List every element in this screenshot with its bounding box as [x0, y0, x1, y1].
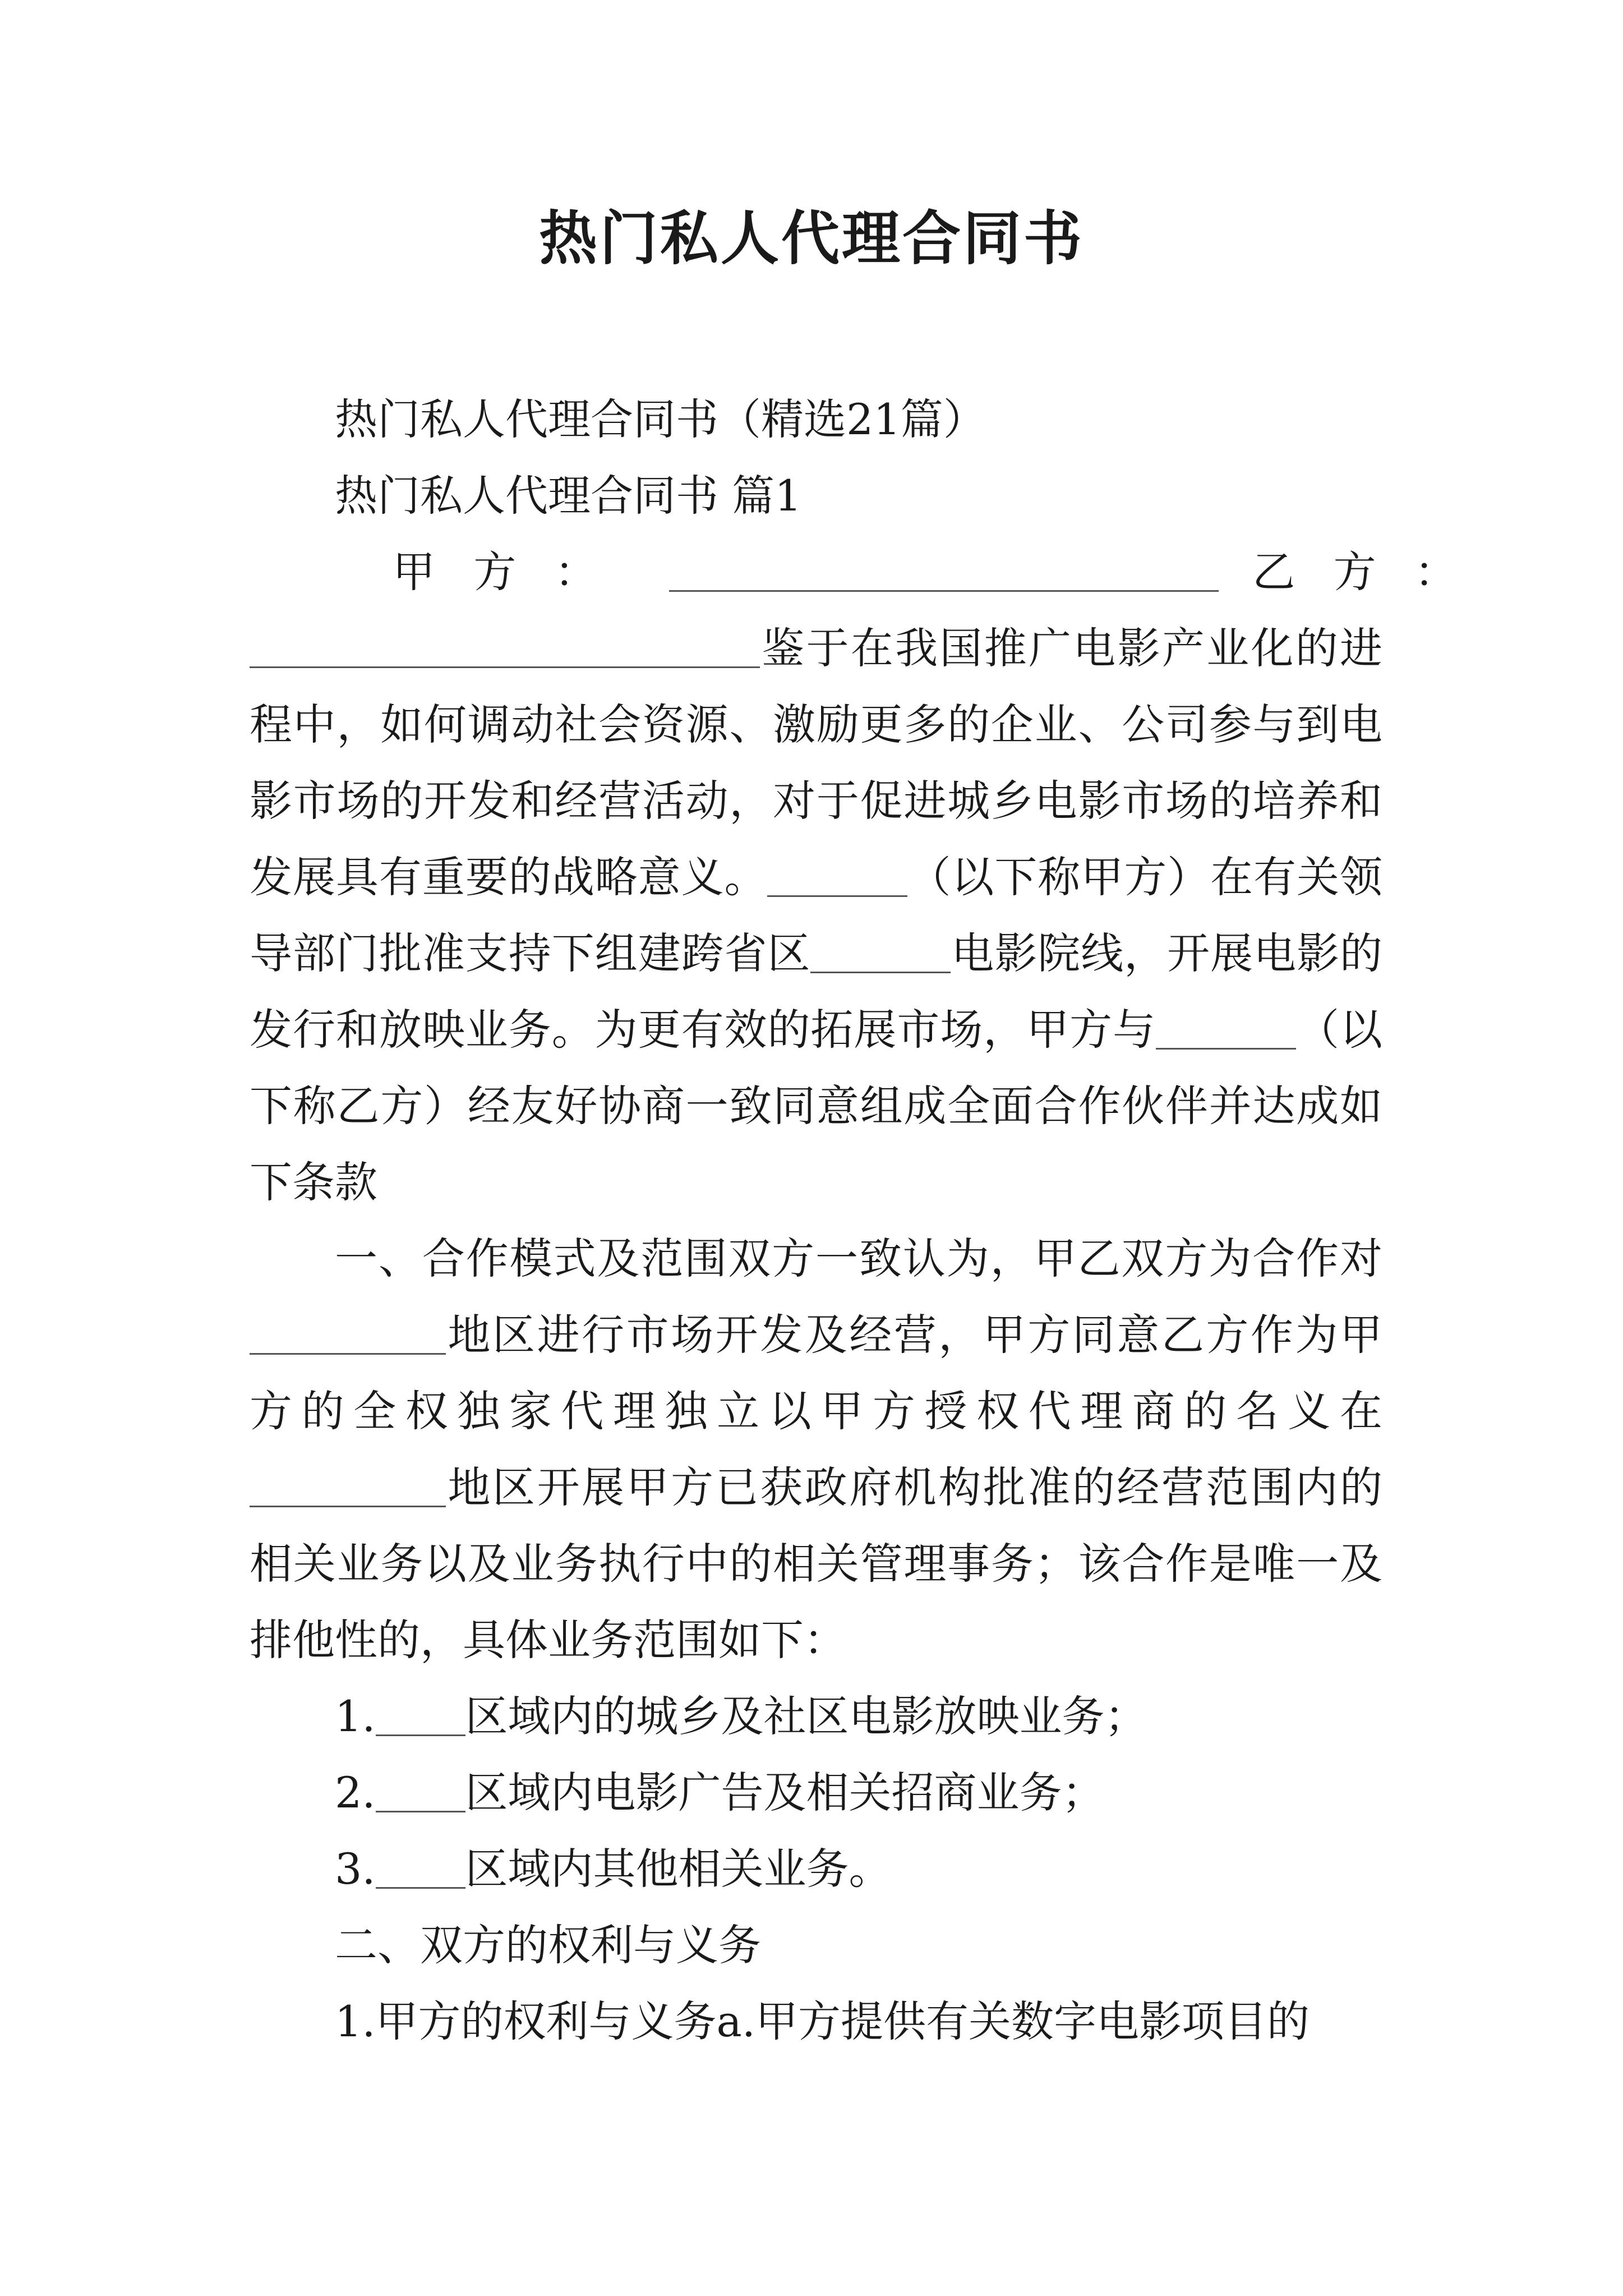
list-item-3-blank [376, 1844, 465, 1889]
party-a-label: 甲方： [393, 547, 636, 597]
list-item-1-blank [376, 1692, 465, 1736]
section-one-text-a: 一、合作模式及范围双方一致认为，甲乙双方为合作对 [335, 1234, 1382, 1283]
parties-line [250, 534, 1496, 610]
section-one-paragraph [250, 1221, 1382, 1678]
paragraph-intro [250, 610, 1382, 1221]
list-item-3 [250, 1831, 1382, 1907]
intro-text-d: （以下称乙方）经友好协商一致同意组成全面合作伙伴并达成如下条款 [250, 1005, 1383, 1207]
intro-blank-1 [767, 853, 907, 897]
intro-blank-2 [810, 929, 951, 973]
list-item-2-text: 区域内电影广告及相关招商业务； [465, 1768, 1105, 1818]
section-one-blank-1 [250, 1310, 446, 1355]
party-b-blank [250, 624, 760, 668]
party-a-blank [669, 547, 1219, 592]
party-b-label: 乙方： [1252, 547, 1496, 597]
intro-text-b: （以下称甲方）在有关领导部门批准支持下组建跨省区 [250, 852, 1383, 978]
intro-text-a: 鉴于在我国推广电影产业化的进程中，如何调动社会资源、激励更多的企业、公司参与到电影市场的开发和经营活动，对于促进城乡电影市场的培养和发展具有重要的战略意义。 [250, 623, 1382, 902]
intro-text-c: 电影院线，开展电影的发行和放映业务。为更有效的拓展市场，甲方与 [250, 928, 1383, 1055]
list-item-3-text: 区域内其他相关业务。 [465, 1844, 892, 1894]
list-item-2-number: 2. [335, 1768, 376, 1818]
list-item-1-text: 区域内的城乡及社区电影放映业务； [465, 1691, 1147, 1741]
list-item-3-number: 3. [335, 1844, 376, 1894]
section-two-paragraph: 1.甲方的权利与义务a.甲方提供有关数字电影项目的 [335, 1996, 1310, 2046]
document-body [250, 381, 1496, 2060]
section-one-text-b: 地区进行市场开发及经营，甲方同意乙方作为甲方的全权独家代理独立以甲方授权代理商的名义在 [250, 1310, 1382, 1436]
document-title: 热门私人代理合同书 [538, 204, 1084, 273]
intro-blank-3 [1156, 1005, 1296, 1050]
list-item-1-number: 1. [335, 1691, 376, 1741]
list-item-1 [250, 1678, 1382, 1755]
document-subtitle: 热门私人代理合同书（精选21篇） [335, 394, 986, 444]
section-two-heading: 二、双方的权利与义务 [335, 1920, 761, 1970]
section-heading: 热门私人代理合同书 篇1 [335, 471, 802, 521]
list-item-2 [250, 1755, 1382, 1831]
section-one-text-c: 地区开展甲方已获政府机构批准的经营范围内的相关业务以及业务执行中的相关管理事务；该合作是唯一及排他性的，具体业务范围如下： [250, 1462, 1382, 1665]
section-one-blank-2 [250, 1463, 446, 1507]
list-item-2-blank [376, 1768, 465, 1812]
